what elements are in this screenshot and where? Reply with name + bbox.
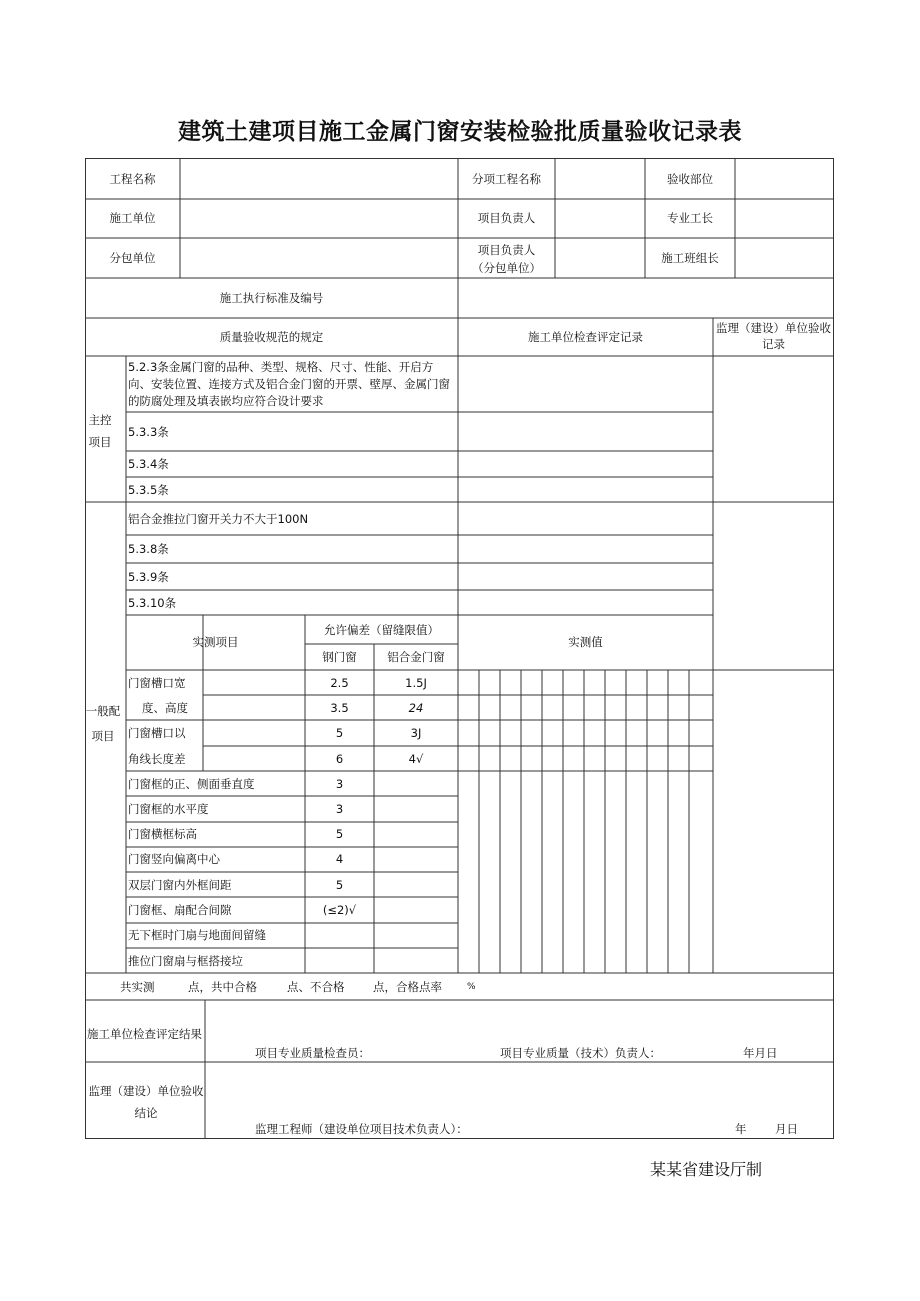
aluminum-value: 1.5J: [405, 676, 427, 690]
conclusion-engineer: 监理工程师（建设单位项目技术负责人）：: [255, 1122, 468, 1136]
aluminum-value: 4√: [408, 752, 424, 766]
group1-label: 度、高度: [142, 701, 188, 715]
steel-value: 3: [335, 802, 344, 816]
result-label: 施工单位检查评定结果: [87, 1027, 202, 1041]
main-control-item: 5.2.3条金属门窗的品种、类型、规格、尺寸、性能、开启方向、安装位置、连接方式及铝合金门窗的开票、壁厚、金属门窗的防腐处理及填表嵌均应符合设计要求: [128, 360, 450, 408]
conclusion-year: 年: [735, 1122, 747, 1136]
general-item: 铝合金推拉门窗开关力不大于100N: [128, 512, 309, 526]
general-item: 5.3.10条: [128, 596, 177, 610]
group2-label: 角线长度差: [128, 752, 186, 766]
measure-item-header: 实测项目: [192, 635, 239, 649]
form-title: 建筑土建项目施工金属门窗安装检验批质量验收记录表: [178, 119, 742, 145]
summary-fail: 点、不合格: [287, 980, 345, 994]
check-record-label: 施工单位检查评定记录: [528, 330, 643, 344]
inspection-form: [85, 158, 835, 1140]
subcontract-unit-label: 分包单位: [109, 251, 156, 265]
aluminum-value: 3J: [410, 726, 422, 740]
supervision-label: 监理（建设）单位验收记录: [716, 321, 831, 351]
measure-row-name: 门窗框的水平度: [128, 802, 209, 816]
general-item: 5.3.8条: [128, 542, 169, 556]
sub-manager-label: 项目负责人: [477, 243, 536, 257]
steel-value: 5: [335, 827, 344, 841]
measure-row-name: 门窗竖向偏离中心: [128, 852, 220, 866]
steel-value: (≤2)√: [322, 903, 357, 917]
foreman-label: 专业工长: [667, 211, 713, 225]
project-manager-label: 项目负责人: [477, 211, 536, 225]
measure-row-name: 门窗框、扇配合间隙: [128, 903, 232, 917]
group2-label: 门窗槽口以: [128, 726, 186, 740]
construction-unit-label: 施工单位: [109, 211, 156, 225]
general-label: 一般配项目: [85, 704, 121, 743]
measured-header: 实测值: [568, 635, 603, 649]
aluminum-value: 24: [408, 701, 424, 715]
result-date: 年月日: [743, 1046, 778, 1060]
sub-manager-unit-label: （分包单位）: [472, 261, 541, 275]
sub-project-label: 分项工程名称: [472, 172, 541, 186]
conclusion-month-day: 月日: [775, 1122, 798, 1136]
measure-row-name: 双层门窗内外框间距: [128, 878, 232, 892]
main-control-label: 主控项目: [88, 413, 112, 449]
measure-row-name: 推位门窗扇与框搭接垃: [128, 954, 243, 968]
group1-label: 门窗槽口宽: [128, 676, 186, 690]
measure-row-name: 门窗框的正、侧面垂直度: [128, 777, 255, 791]
standard-label: 施工执行标准及编号: [219, 291, 324, 305]
measure-row-name: 门窗横框标高: [128, 827, 197, 841]
team-leader-label: 施工班组长: [661, 251, 719, 265]
summary-rate: 点，合格点率: [373, 980, 442, 994]
main-control-item: 5.3.3条: [128, 425, 169, 439]
main-control-item: 5.3.4条: [128, 457, 169, 471]
measure-row-name: 无下框时门扇与地面间留缝: [128, 928, 266, 942]
result-inspector: 项目专业质量检查员：: [255, 1046, 370, 1060]
steel-value: 5: [335, 726, 344, 740]
steel-value: 6: [335, 752, 344, 766]
conclusion-label: 监理（建设）单位验收结论: [88, 1084, 204, 1120]
steel-value: 5: [335, 878, 344, 892]
summary-total: 共实测: [120, 980, 155, 994]
steel-value: 3: [335, 777, 344, 791]
summary-percent: %: [467, 982, 476, 992]
acceptance-part-label: 验收部位: [667, 172, 713, 186]
spec-label: 质量验收规范的规定: [219, 330, 324, 344]
steel-value: 2.5: [330, 676, 349, 690]
main-control-item: 5.3.5条: [128, 483, 169, 497]
steel-value: 4: [335, 852, 344, 866]
steel-header: 钢门窗: [322, 650, 357, 664]
summary-pass: 点，共中合格: [188, 980, 257, 994]
project-name-label: 工程名称: [109, 172, 156, 186]
tolerance-header: 允许偏差（留缝限值）: [324, 623, 439, 637]
steel-value: 3.5: [330, 701, 349, 715]
issuer-note: 某某省建设厅制: [650, 1160, 763, 1179]
general-item: 5.3.9条: [128, 570, 169, 584]
result-tech-lead: 项目专业质量（技术）负责人：: [500, 1046, 661, 1060]
aluminum-header: 铝合金门窗: [387, 650, 445, 664]
